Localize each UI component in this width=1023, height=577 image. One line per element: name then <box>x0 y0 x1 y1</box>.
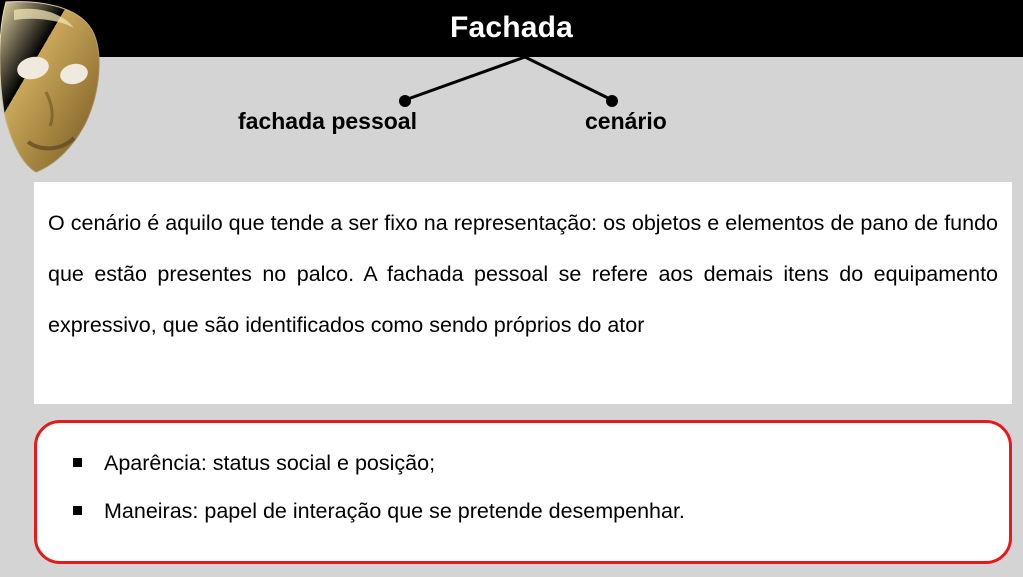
title-banner <box>0 0 1023 57</box>
paragraph-text: O cenário é aquilo que tende a ser fixo na representação: os objetos e elementos de pano de fundo que estão presentes no palco. A fachada pessoal se refere aos demais itens do equipamento expressivo, que são identificados como sendo próprios do ator <box>48 211 998 337</box>
square-bullet-icon <box>73 458 82 467</box>
list-item <box>59 449 987 477</box>
branch-label-fachada-pessoal: fachada pessoal <box>238 108 417 134</box>
branch-connector-diagram <box>340 57 700 112</box>
branch-label-cenario: cenário <box>585 108 667 134</box>
list-item-label: Maneiras: papel de interação que se pretende desempenhar. <box>104 499 685 523</box>
square-bullet-icon <box>73 506 82 515</box>
highlight-bullet-box <box>34 420 1012 564</box>
paragraph-panel <box>34 182 1012 404</box>
page-title: Fachada <box>449 11 574 44</box>
list-item <box>59 497 987 525</box>
theatre-mask-icon <box>0 0 118 180</box>
list-item-label: Aparência: status social e posição; <box>104 451 436 475</box>
bullet-list <box>59 449 987 525</box>
